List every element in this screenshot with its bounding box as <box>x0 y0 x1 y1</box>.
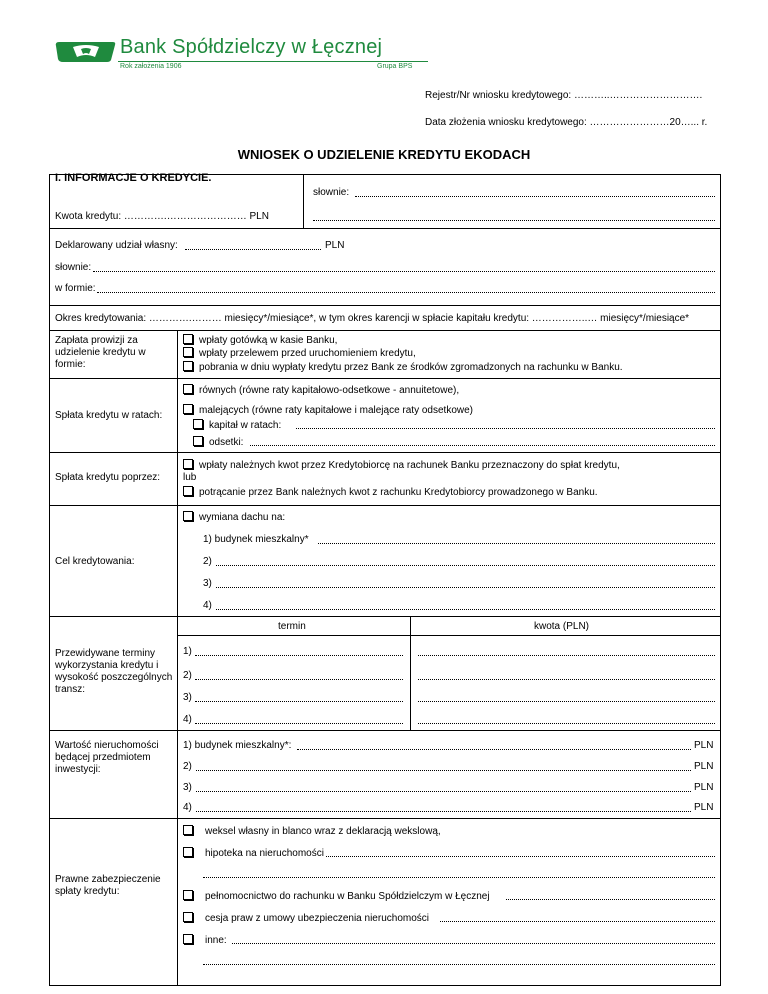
installments-option-equal[interactable]: równych (równe raty kapitałowo-odsetkowe - annuitetowe), <box>183 384 459 396</box>
checkbox-icon[interactable] <box>183 511 193 521</box>
commission-option-cash[interactable]: wpłaty gotówką w kasie Banku, <box>183 334 337 346</box>
checkbox-icon[interactable] <box>183 825 193 835</box>
tranche-row-label: 4) <box>183 714 192 725</box>
purpose-item-label: 3) <box>203 578 212 589</box>
installments-label: Spłata kredytu w ratach: <box>55 410 163 421</box>
checkbox-icon[interactable] <box>183 912 193 922</box>
security-mortgage-field-2[interactable] <box>203 877 715 878</box>
row-divider <box>177 635 721 636</box>
property-row-label: 3) <box>183 782 192 793</box>
checkbox-icon[interactable] <box>183 934 193 944</box>
tranches-col-amount: kwota (PLN) <box>534 621 590 632</box>
property-row-label: 4) <box>183 802 192 813</box>
purpose-item-field[interactable] <box>216 609 715 610</box>
checkbox-icon[interactable] <box>193 419 203 429</box>
form-title: WNIOSEK O UDZIELENIE KREDYTU EKODACH <box>237 147 531 162</box>
installments-interest-field[interactable] <box>250 445 715 446</box>
installments-interest[interactable]: odsetki: <box>193 436 243 448</box>
security-option-mortgage[interactable]: hipoteka na nieruchomości <box>183 847 324 859</box>
security-other-field[interactable] <box>232 943 715 944</box>
repayment-or: lub <box>183 472 197 483</box>
security-option-insurance-assignment[interactable]: cesja praw z umowy ubezpieczenia nieruchomości <box>183 912 429 924</box>
commission-label: Zapłata prowizji za udzielenie kredytu w formie: <box>55 335 146 370</box>
property-row-label: 1) budynek mieszkalny*: <box>183 740 292 751</box>
repayment-option-transfer[interactable]: wpłaty należnych kwot przez Kredytobiorcę na rachunek Banku przeznaczony do spłat kredytu, <box>183 459 620 471</box>
checkbox-icon[interactable] <box>183 347 193 357</box>
security-other-field-2[interactable] <box>203 964 715 965</box>
checkbox-icon[interactable] <box>183 847 193 857</box>
bank-logo-icon <box>55 40 117 64</box>
tranche-amount-field[interactable] <box>418 723 715 724</box>
amount-field[interactable]: Kwota kredytu: ………….…………………… PLN <box>55 211 269 222</box>
tranche-amount-field[interactable] <box>418 701 715 702</box>
row-divider <box>49 228 721 229</box>
bank-founded: Rok założenia 1906 <box>120 63 182 70</box>
repayment-label: Spłata kredytu poprzez: <box>55 472 161 483</box>
form-frame <box>49 174 721 986</box>
purpose-item-field[interactable] <box>216 587 715 588</box>
purpose-option-roof[interactable]: wymiana dachu na: <box>183 511 285 523</box>
checkbox-icon[interactable] <box>183 404 193 414</box>
security-option-power-of-attorney[interactable]: pełnomocnictwo do rachunku w Banku Spółdzielczym w Łęcznej <box>183 890 490 902</box>
amount-words-label: słownie: <box>313 187 350 198</box>
security-option-promissory[interactable]: weksel własny in blanco wraz z deklaracją wekslową, <box>183 825 441 837</box>
security-label: Prawne zabezpieczenie spłaty kredytu: <box>55 874 161 897</box>
tranche-row-label: 3) <box>183 692 192 703</box>
security-insurance-field[interactable] <box>440 921 715 922</box>
tranche-date-field[interactable] <box>195 655 403 656</box>
checkbox-icon[interactable] <box>193 436 203 446</box>
property-currency: PLN <box>694 740 714 751</box>
checkbox-icon[interactable] <box>183 361 193 371</box>
installments-capital[interactable]: kapitał w ratach: <box>193 419 281 431</box>
tranche-row-label: 2) <box>183 670 192 681</box>
checkbox-icon[interactable] <box>183 334 193 344</box>
purpose-label: Cel kredytowania: <box>55 556 135 567</box>
checkbox-icon[interactable] <box>183 486 193 496</box>
property-value-field[interactable] <box>196 811 691 812</box>
amount-words-field[interactable] <box>355 196 715 197</box>
commission-option-deduction[interactable]: pobrania w dniu wypłaty kredytu przez Bank ze środków zgromadzonych na rachunku w Banku. <box>183 361 623 373</box>
commission-option-transfer[interactable]: wpłaty przelewem przed uruchomieniem kredytu, <box>183 347 416 359</box>
installments-capital-field[interactable] <box>296 428 715 429</box>
purpose-item-label: 4) <box>203 600 212 611</box>
property-currency: PLN <box>694 761 714 772</box>
security-option-other[interactable]: inne: <box>183 934 227 946</box>
security-attorney-field[interactable] <box>506 899 715 900</box>
tranche-date-field[interactable] <box>195 701 403 702</box>
row-divider <box>49 330 721 331</box>
own-share-label: Deklarowany udział własny: <box>55 240 178 251</box>
credit-period-field[interactable]: Okres kredytowania: ………….……… miesięcy*/miesiące*, w tym okres karencji w spłacie kapitału kredytu: ……………..… miesięcy*/miesiące* <box>55 313 690 324</box>
own-share-form-field[interactable] <box>97 292 715 293</box>
tranche-date-field[interactable] <box>195 723 403 724</box>
purpose-item-field[interactable] <box>216 565 715 566</box>
checkbox-icon[interactable] <box>183 384 193 394</box>
checkbox-icon[interactable] <box>183 459 193 469</box>
column-divider <box>410 616 411 730</box>
own-share-field[interactable] <box>185 249 321 250</box>
property-currency: PLN <box>694 782 714 793</box>
bank-name: Bank Spółdzielczy w Łęcznej <box>120 36 383 58</box>
property-currency: PLN <box>694 802 714 813</box>
column-divider <box>177 330 178 986</box>
own-share-words-field[interactable] <box>93 271 715 272</box>
purpose-item-label: 2) <box>203 556 212 567</box>
application-date-field[interactable]: Data złożenia wniosku kredytowego: ……………………20…... r. <box>425 117 708 128</box>
bank-group: Grupa BPS <box>377 63 413 70</box>
purpose-item-field[interactable] <box>318 543 715 544</box>
row-divider <box>49 452 721 453</box>
tranche-amount-field[interactable] <box>418 679 715 680</box>
installments-option-decreasing[interactable]: malejących (równe raty kapitałowe i malejące raty odsetkowe) <box>183 404 473 416</box>
property-row-label: 2) <box>183 761 192 772</box>
property-value-label: Wartość nieruchomości będącej przedmiotem inwestycji: <box>55 740 159 775</box>
own-share-currency: PLN <box>325 240 345 251</box>
section-heading: I. INFORMACJE O KREDYCIE. <box>55 172 212 184</box>
tranche-date-field[interactable] <box>195 679 403 680</box>
security-mortgage-field[interactable] <box>326 856 715 857</box>
purpose-item-label: 1) budynek mieszkalny* <box>203 534 309 545</box>
property-value-field[interactable] <box>297 749 691 750</box>
row-divider <box>49 616 721 617</box>
property-value-field[interactable] <box>196 770 691 771</box>
row-divider <box>49 378 721 379</box>
checkbox-icon[interactable] <box>183 890 193 900</box>
own-share-form-label: w formie: <box>55 283 96 294</box>
row-divider <box>49 505 721 506</box>
tranche-amount-field[interactable] <box>418 655 715 656</box>
column-divider <box>303 174 304 228</box>
repayment-option-deduction[interactable]: potrącanie przez Bank należnych kwot z rachunku Kredytobiorcy prowadzonego w Banku. <box>183 486 598 498</box>
register-number-field[interactable]: Rejestr/Nr wniosku kredytowego: ………..………………………. <box>425 90 703 101</box>
row-divider <box>49 818 721 819</box>
tranches-label: Przewidywane terminy wykorzystania kredytu i wysokość poszczególnych transz: <box>55 648 173 695</box>
property-value-field[interactable] <box>196 791 691 792</box>
tranches-col-date: termin <box>278 621 306 632</box>
tranche-row-label: 1) <box>183 646 192 657</box>
header-divider <box>118 61 428 62</box>
row-divider <box>49 305 721 306</box>
row-divider <box>49 730 721 731</box>
amount-words-field-2[interactable] <box>313 220 715 221</box>
own-share-words-label: słownie: <box>55 262 92 273</box>
